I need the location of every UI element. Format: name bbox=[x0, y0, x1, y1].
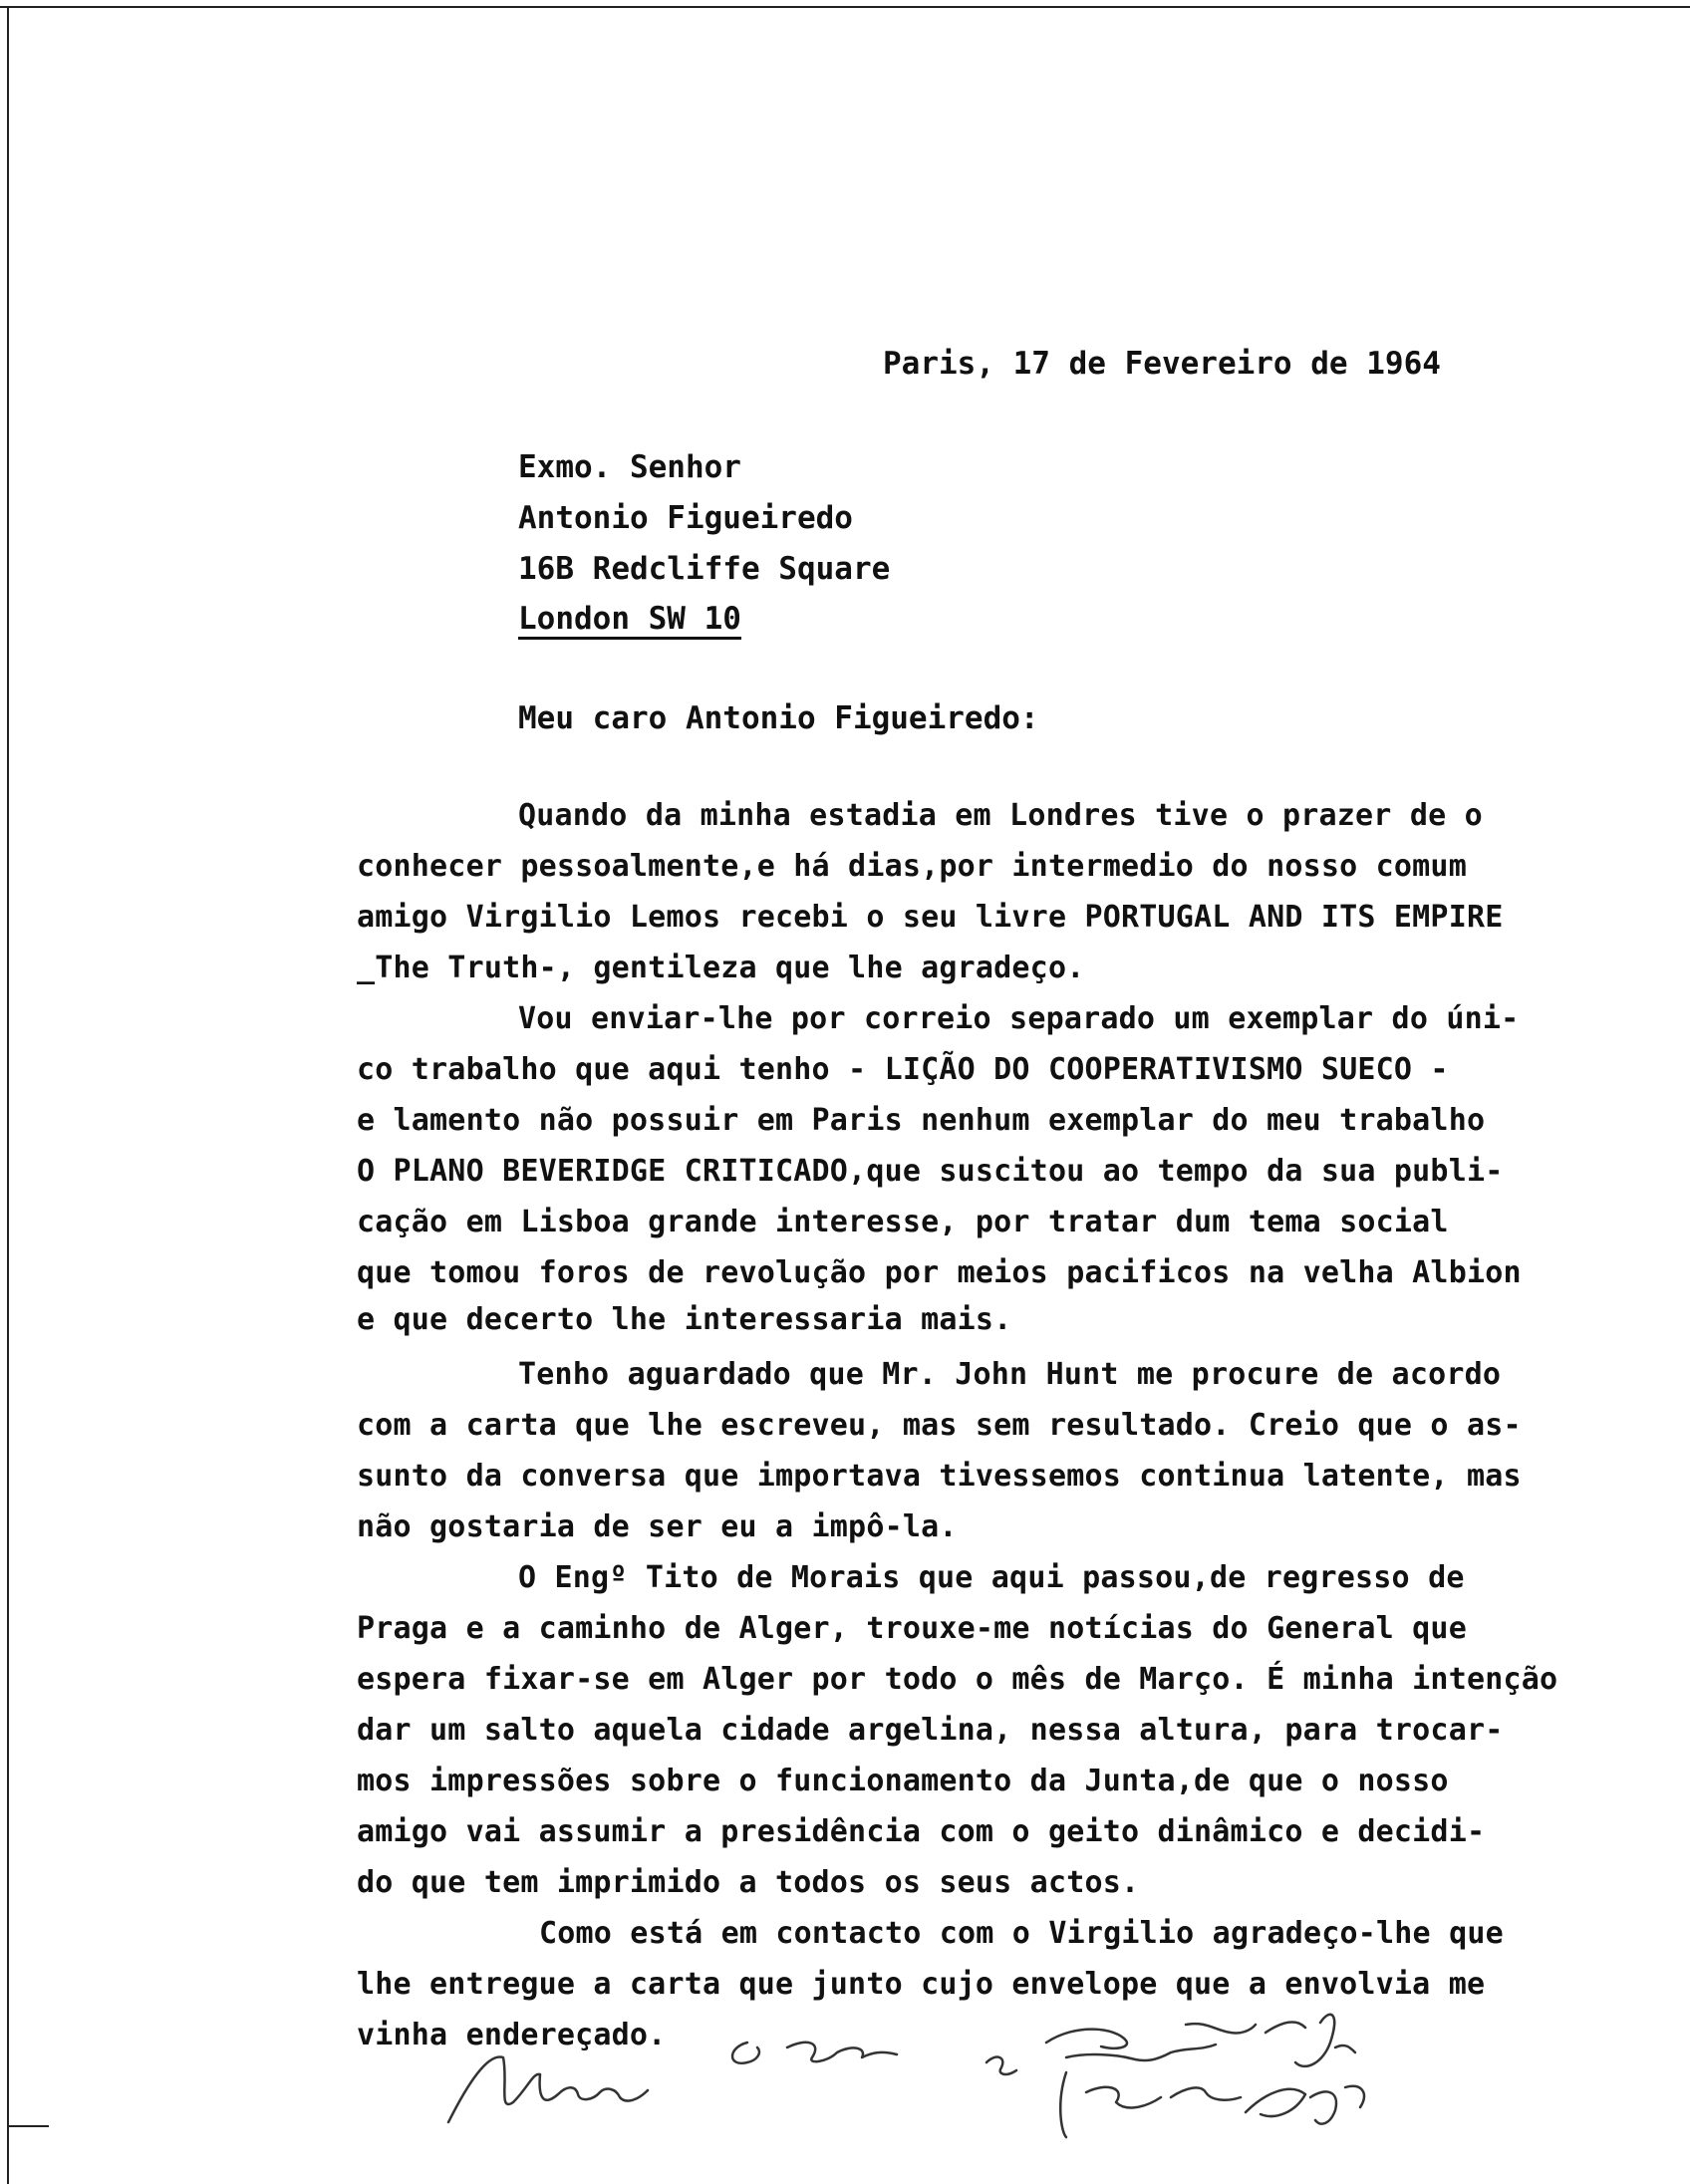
body-line: co trabalho que aqui tenho - LIÇÃO DO COOPERATIVISMO SUECO - bbox=[357, 1052, 1449, 1087]
page-edge-top bbox=[0, 6, 1690, 8]
dateline: Paris, 17 de Fevereiro de 1964 bbox=[883, 346, 1441, 382]
body-line: Praga e a caminho de Alger, trouxe-me notícias do General que bbox=[357, 1611, 1467, 1646]
recipient-line-1: Exmo. Senhor bbox=[518, 449, 741, 485]
body-line: Quando da minha estadia em Londres tive o prazer de o bbox=[518, 798, 1483, 833]
body-line: lhe entregue a carta que junto cujo envelope que a envolvia me bbox=[357, 1967, 1486, 2002]
body-line: mos impressões sobre o funcionamento da Junta,de que o nosso bbox=[357, 1764, 1449, 1798]
body-line: não gostaria de ser eu a impô-la. bbox=[357, 1509, 958, 1544]
recipient-line-4: London SW 10 bbox=[518, 601, 741, 637]
page-edge-tick bbox=[7, 2125, 49, 2127]
body-line: dar um salto aquela cidade argelina, nessa altura, para trocar- bbox=[357, 1713, 1504, 1748]
body-line: Vou enviar-lhe por correio separado um exemplar do úni- bbox=[518, 1001, 1520, 1036]
body-line: e que decerto lhe interessaria mais. bbox=[357, 1302, 1012, 1337]
body-line: O PLANO BEVERIDGE CRITICADO,que suscitou ao tempo da sua publi- bbox=[357, 1154, 1504, 1189]
body-line: cação em Lisboa grande interesse, por tratar dum tema social bbox=[357, 1205, 1449, 1239]
body-line: e lamento não possuir em Paris nenhum exemplar do meu trabalho bbox=[357, 1103, 1486, 1138]
body-line: que tomou foros de revolução por meios pacificos na velha Albion bbox=[357, 1255, 1522, 1290]
page-edge-left bbox=[7, 8, 9, 2184]
recipient-line-2: Antonio Figueiredo bbox=[518, 500, 853, 536]
body-line: Como está em contacto com o Virgilio agradeço-lhe que bbox=[539, 1916, 1504, 1951]
body-line: sunto da conversa que importava tivessemos continua latente, mas bbox=[357, 1459, 1522, 1494]
body-line: amigo Virgilio Lemos recebi o seu livre PORTUGAL AND ITS EMPIRE bbox=[357, 900, 1504, 935]
body-line: amigo vai assumir a presidência com o geito dinâmico e decidi- bbox=[357, 1814, 1486, 1849]
body-line: _The Truth-, gentileza que lhe agradeço. bbox=[357, 951, 1085, 985]
body-line: do que tem imprimido a todos os seus actos. bbox=[357, 1865, 1140, 1900]
handwritten-signature bbox=[428, 2003, 1604, 2142]
body-line: O Engº Tito de Morais que aqui passou,de regresso de bbox=[518, 1560, 1465, 1595]
body-line: Tenho aguardado que Mr. John Hunt me procure de acordo bbox=[518, 1357, 1502, 1392]
body-line: conhecer pessoalmente,e há dias,por intermedio do nosso comum bbox=[357, 849, 1467, 884]
body-line: espera fixar-se em Alger por todo o mês de Março. É minha intenção bbox=[357, 1662, 1558, 1697]
recipient-line-3: 16B Redcliffe Square bbox=[518, 551, 891, 587]
body-line: com a carta que lhe escreveu, mas sem resultado. Creio que o as- bbox=[357, 1408, 1522, 1443]
body-line: vinha endereçado. bbox=[357, 2018, 667, 2052]
salutation: Meu caro Antonio Figueiredo: bbox=[518, 700, 1039, 736]
